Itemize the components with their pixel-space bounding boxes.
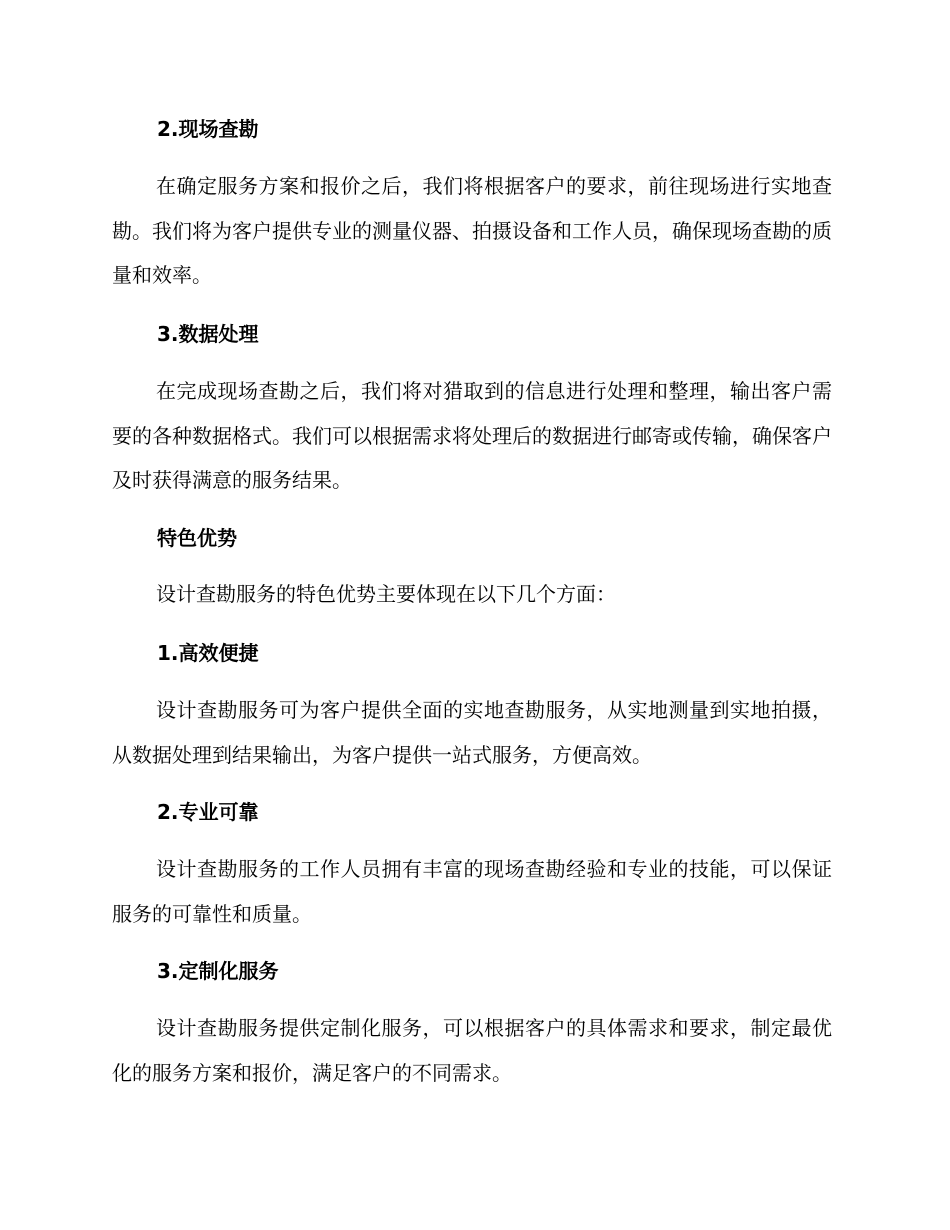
paragraph-features-intro: 设计查勘服务的特色优势主要体现在以下几个方面： <box>156 582 616 606</box>
section-heading-site-survey: 2.现场查勘 <box>157 117 259 141</box>
section-heading-data-processing: 3.数据处理 <box>157 322 259 346</box>
section-heading-customized: 3.定制化服务 <box>157 959 279 983</box>
paragraph-efficient: 设计查勘服务可为客户提供全面的实地查勘服务，从实地测量到实地拍摄，从数据处理到结果输出，为客户提供一站式服务，方便高效。 <box>112 698 832 767</box>
paragraph-data-processing: 在完成现场查勘之后，我们将对猎取到的信息进行处理和整理，输出客户需要的各种数据格式。我们可以根据需求将处理后的数据进行邮寄或传输，确保客户及时获得满意的服务结果。 <box>112 379 832 492</box>
section-heading-reliable: 2.专业可靠 <box>157 800 259 824</box>
paragraph-reliable: 设计查勘服务的工作人员拥有丰富的现场查勘经验和专业的技能，可以保证服务的可靠性和质量。 <box>112 857 832 926</box>
paragraph-site-survey: 在确定服务方案和报价之后，我们将根据客户的要求，前往现场进行实地查勘。我们将为客户提供专业的测量仪器、拍摄设备和工作人员，确保现场查勘的质量和效率。 <box>112 174 832 287</box>
paragraph-customized: 设计查勘服务提供定制化服务，可以根据客户的具体需求和要求，制定最优化的服务方案和报价，满足客户的不同需求。 <box>112 1016 832 1085</box>
section-heading-efficient: 1.高效便捷 <box>157 641 259 665</box>
section-heading-features: 特色优势 <box>157 526 237 550</box>
